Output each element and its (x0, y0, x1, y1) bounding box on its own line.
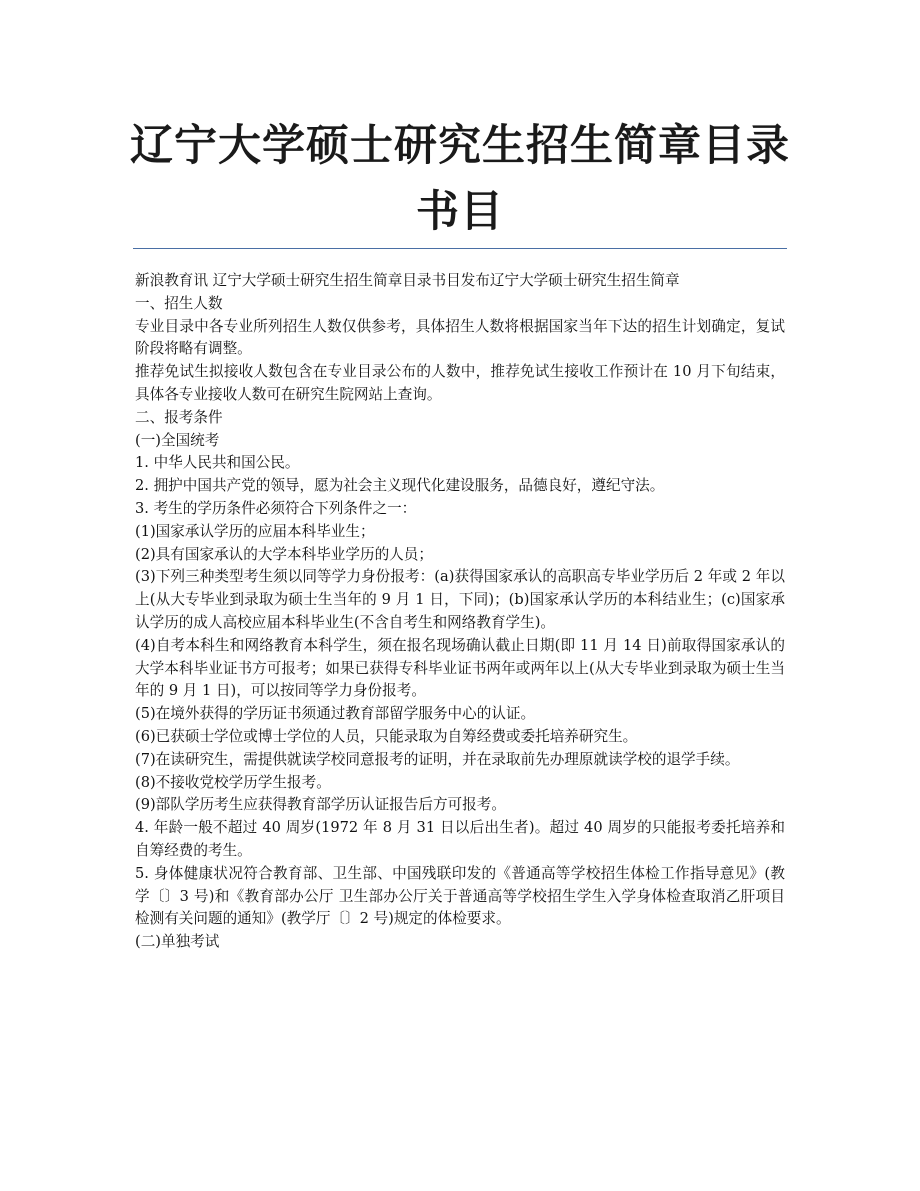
document-body (135, 270, 785, 954)
list-item: (4)自考本科生和网络教育本科学生，须在报名现场确认截止日期(即 11 月 14 日)前取得国家承认的大学本科毕业证书方可报考；如果已获得专科毕业证书两年或两年以上(从大专毕业到录取为硕士生当年的 9 月 1 日)，可以按同等学力身份报考。 (135, 636, 785, 700)
list-item: (8)不接收党校学历学生报考。 (135, 773, 331, 791)
list-item: (9)部队学历考生应获得教育部学历认证报告后方可报考。 (135, 796, 506, 814)
list-item: 1. 中华人民共和国公民。 (135, 454, 300, 472)
list-item: 5. 身体健康状况符合教育部、卫生部、中国残联印发的《普通高等学校招生体检工作指导意见》(教学〔〕3 号)和《教育部办公厅 卫生部办公厅关于普通高等学校招生学生入学身体检查取消乙肝项目检测有关问题的通知》(教学厅〔〕2 号)规定的体检要求。 (135, 864, 785, 928)
section-heading-conditions: 二、报考条件 (135, 408, 223, 426)
list-item: (3)下列三种类型考生须以同等学力身份报考：(a)获得国家承认的高职高专毕业学历后 2 年或 2 年以上(从大专毕业到录取为硕士生当年的 9 月 1 日，下同)；(b)国家承认学历的本科结业生；(c)国家承认学历的成人高校应届本科毕业生(不含自考生和网络教育学生)。 (135, 568, 785, 631)
title-divider (133, 248, 787, 249)
subsection-heading-separate-exam: (二)单独考试 (135, 933, 220, 951)
list-item: 3. 考生的学历条件必须符合下列条件之一： (135, 499, 417, 517)
paragraph-intro: 新浪教育讯 辽宁大学硕士研究生招生简章目录书目发布辽宁大学硕士研究生招生简章 (135, 272, 680, 289)
paragraph: 专业目录中各专业所列招生人数仅供参考，具体招生人数将根据国家当年下达的招生计划确定，复试阶段将略有调整。 (135, 317, 785, 358)
subsection-heading-national-exam: (一)全国统考 (135, 431, 220, 449)
list-item: (6)已获硕士学位或博士学位的人员，只能录取为自筹经费或委托培养研究生。 (135, 727, 638, 745)
section-heading-enrollment: 一、招生人数 (135, 294, 223, 312)
list-item: (1)国家承认学历的应届本科毕业生； (135, 522, 375, 540)
list-item: (5)在境外获得的学历证书须通过教育部留学服务中心的认证。 (135, 705, 536, 723)
list-item: (7)在读研究生，需提供就读学校同意报考的证明，并在录取前先办理原就读学校的退学手续。 (135, 750, 740, 768)
list-item: 2. 拥护中国共产党的领导，愿为社会主义现代化建设服务，品德良好，遵纪守法。 (135, 477, 665, 495)
list-item: 4. 年龄一般不超过 40 周岁(1972 年 8 月 31 日以后出生者)。超过 40 周岁的只能报考委托培养和自筹经费的考生。 (135, 819, 785, 859)
list-item: (2)具有国家承认的大学本科毕业学历的人员； (135, 545, 433, 563)
paragraph: 推荐免试生拟接收人数包含在专业目录公布的人数中，推荐免试生接收工作预计在 10 月下旬结束，具体各专业接收人数可在研究生院网站上查询。 (135, 363, 785, 403)
document-title: 辽宁大学硕士研究生招生简章目录书目 (130, 121, 790, 237)
